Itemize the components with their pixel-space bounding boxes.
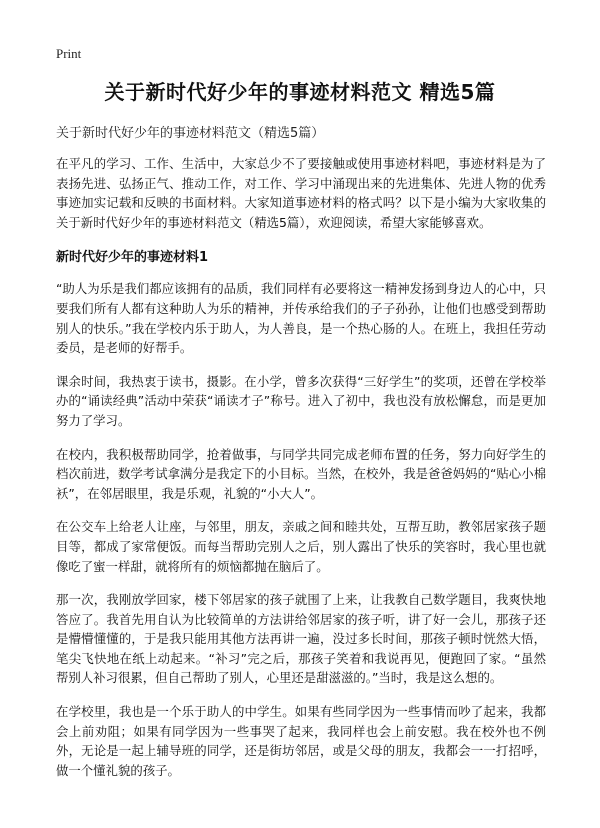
intro-paragraph: 在平凡的学习、工作、生活中，大家总少不了要接触或使用事迹材料吧，事迹材料是为了表扬先进、弘扬正气、推动工作，对工作、学习中涌现出来的先进集体、先进人物的优秀事迹加实记载和反映的书面材料。大家知道事迹材料的格式吗？以下是小编为大家收集的关于新时代好少年的事迹材料范文（精选5篇），欢迎阅读，希望大家能够喜欢。 (56, 156, 546, 230)
body-paragraph: 课余时间，我热衷于读书，摄影。在小学，曾多次获得“三好学生”的奖项，还曾在学校举办的“诵读经典”活动中荣获“诵读才子”称号。进入了初中，我也没有放松懈怠，而是更加努力了学习。 (56, 373, 546, 428)
body-paragraph: 在校内，我积极帮助同学，抢着做事，与同学共同完成老师布置的任务，努力向好学生的档次前进，数学考试拿满分是我定下的小目标。当然，在校外，我是爸爸妈妈的“贴心小棉袄”，在邻居眼里，我是乐观，礼貌的“小大人”。 (56, 446, 546, 501)
print-link[interactable]: Print (56, 46, 82, 61)
body-paragraph: 在学校里，我也是一个乐于助人的中学生。如果有些同学因为一些事情而吵了起来，我都会上前劝阻；如果有同学因为一些事哭了起来，我同样也会上前安慰。我在校外也不例外，无论是一起上辅导班的同学，还是街坊邻居，或是父母的朋友，我都会一一打招呼，做一个懂礼貌的孩子。 (56, 704, 546, 778)
document-title: 关于新时代好少年的事迹材料范文 精选5篇 (104, 80, 496, 104)
body-paragraph: 那一次，我刚放学回家，楼下邻居家的孩子就围了上来，让我教自己数学题目，我爽快地答应了。我首先用自认为比较简单的方法讲给邻居家的孩子听，讲了好一会儿，那孩子还是懵懵懂懂的，于是我只能用其他方法再讲一遍，没过多长时间，那孩子顿时恍然大悟，笔尖飞快地在纸上动起来。“补习”完之后，那孩子笑着和我说再见，便跑回了家。“虽然帮别人补习很累，但自己帮助了别人，心里还是甜滋滋的。”当时，我是这么想的。 (56, 592, 546, 686)
document-subtitle: 关于新时代好少年的事迹材料范文（精选5篇） (56, 126, 325, 141)
section-heading: 新时代好少年的事迹材料1 (56, 250, 209, 266)
body-paragraph: 在公交车上给老人让座，与邻里，朋友，亲戚之间和睦共处，互帮互助，教邻居家孩子题目等，都成了家常便饭。而每当帮助完别人之后，别人露出了快乐的笑容时，我心里也就像吃了蜜一样甜，就将所有的烦恼都抛在脑后了。 (56, 519, 546, 574)
body-paragraph: “助人为乐是我们都应该拥有的品质，我们同样有必要将这一精神发扬到身边人的心中，只要我们所有人都有这种助人为乐的精神，并传承给我们的子子孙孙，让他们也感受到帮助别人的快乐。”我在学校内乐于助人，为人善良，是一个热心肠的人。在班上，我担任劳动委员，是老师的好帮手。 (56, 281, 546, 356)
document-body (56, 154, 546, 794)
